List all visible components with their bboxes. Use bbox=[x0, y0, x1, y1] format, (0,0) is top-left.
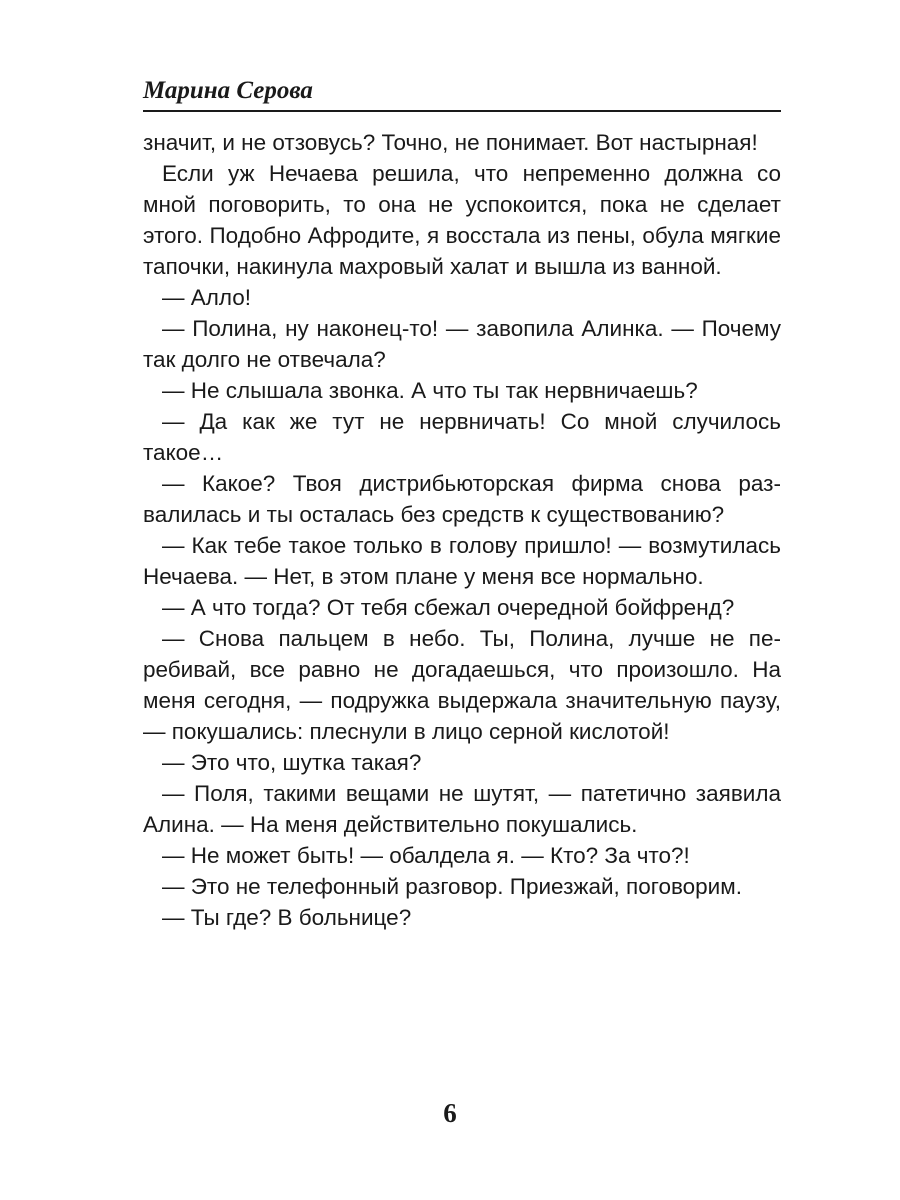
paragraph: значит, и не отзовусь? Точно, не понимает. Вот настырная! bbox=[143, 130, 758, 155]
dialogue-line: — Не может быть! — обалдела я. — Кто? За что?! bbox=[162, 843, 690, 868]
dialogue-line: — Да как же тут не нервничать! Со мной случилось такое… bbox=[143, 409, 781, 465]
dialogue-line: — Снова пальцем в небо. Ты, Полина, лучше не перебивай, все равно не догадаешься, что произошло. На меня сегодня, — подружка выдержала значительную паузу, — покушались: плеснули в лицо серной кислотой! bbox=[143, 626, 781, 744]
dialogue-line: — Как тебе такое только в голову пришло! — возмутилась Нечаева. — Нет, в этом плане у меня все нормально. bbox=[143, 533, 781, 589]
dialogue-line: — Это что, шутка такая? bbox=[162, 750, 422, 775]
dialogue-line: — Не слышала звонка. А что ты так нервничаешь? bbox=[162, 378, 698, 403]
dialogue-line: — Какое? Твоя дистрибьюторская фирма снова развалилась и ты осталась без средств к существованию? bbox=[143, 471, 781, 527]
dialogue-line: — Алло! bbox=[162, 285, 252, 310]
dialogue-line: — Полина, ну наконец-то! — завопила Алинка. — Почему так долго не отвечала? bbox=[143, 316, 781, 372]
dialogue-line: — Ты где? В больнице? bbox=[162, 905, 412, 930]
dialogue-line: — Поля, такими вещами не шутят, — патетично заявила Алина. — На меня действительно покушались. bbox=[143, 781, 781, 837]
body-text bbox=[143, 127, 781, 933]
page-number: 6 bbox=[443, 1098, 457, 1128]
running-head-author: Марина Серова bbox=[143, 77, 313, 104]
header-rule bbox=[143, 110, 781, 112]
dialogue-line: — А что тогда? От тебя сбежал очередной бойфренд? bbox=[162, 595, 735, 620]
paragraph: Если уж Нечаева решила, что непременно должна со мной поговорить, то она не успокоится, пока не сделает этого. Подобно Афродите, я восстала из пены, обула мягкие тапочки, накинула махровый халат и вышла из ванной. bbox=[143, 161, 781, 279]
dialogue-line: — Это не телефонный разговор. Приезжай, поговорим. bbox=[162, 874, 742, 899]
